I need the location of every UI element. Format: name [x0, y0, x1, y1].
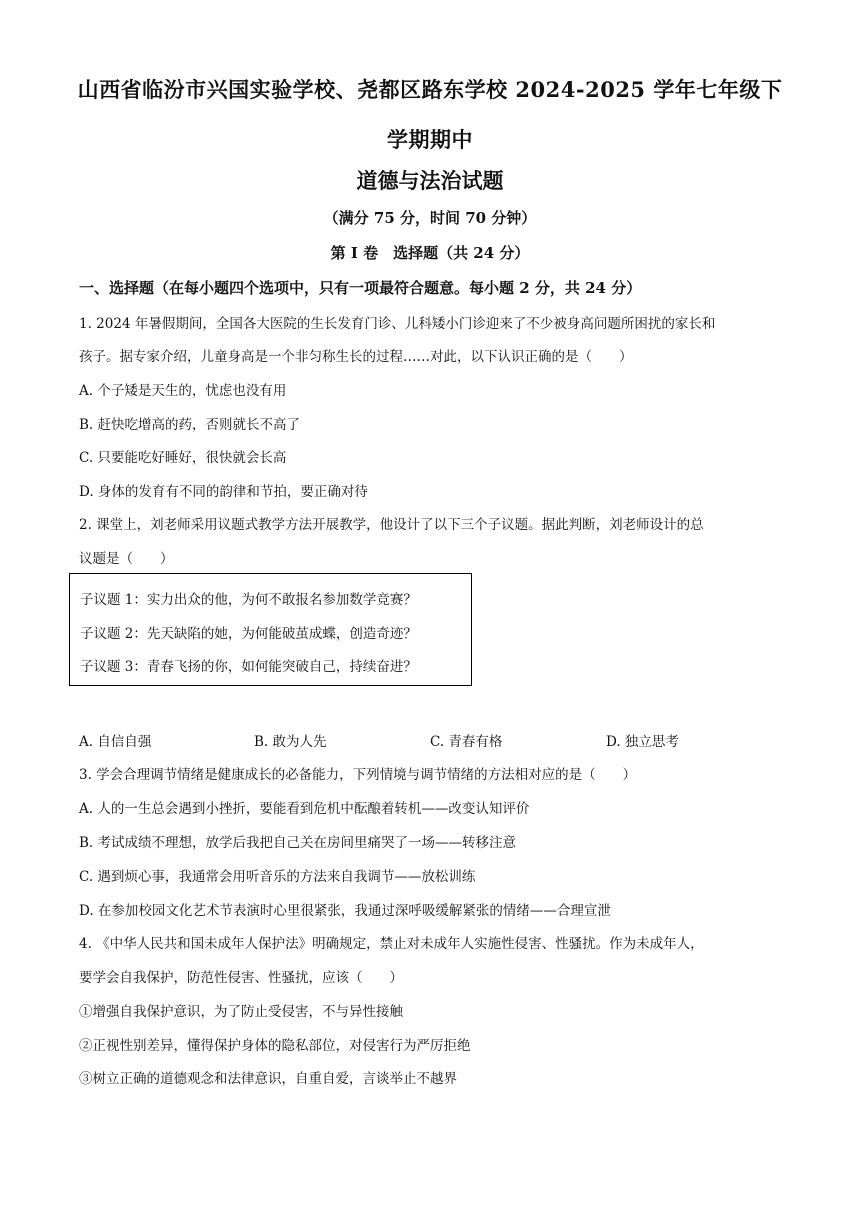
q1-option-a: A. 个子矮是天生的，忧虑也没有用	[79, 383, 287, 399]
subject-title: 道德与法治试题	[356, 168, 504, 193]
q1-option-b: B. 赶快吃增高的药，否则就长不高了	[79, 417, 301, 433]
q3-stem: 3. 学会合理调节情绪是健康成长的必备能力，下列情境与调节情绪的方法相对应的是（ ）	[79, 767, 637, 783]
q1-stem-line-2: 孩子。据专家介绍，儿童身高是一个非匀称生长的过程……对此，以下认识正确的是（ ）	[79, 349, 633, 365]
exam-title-line-1: 山西省临汾市兴国实验学校、尧都区路东学校 2024-2025 学年七年级下	[77, 77, 783, 102]
q2-option-b: B. 敢为人先	[254, 734, 327, 750]
section-heading: 一、选择题（在每小题四个选项中，只有一项最符合题意。每小题 2 分，共 24 分）	[79, 279, 642, 297]
q2-stem-line-1: 2. 课堂上，刘老师采用议题式教学方法开展教学，他设计了以下三个子议题。据此判断，刘老师设计的总	[79, 517, 704, 533]
q2-option-a: A. 自信自强	[79, 734, 152, 750]
q3-option-b: B. 考试成绩不理想，放学后我把自己关在房间里痛哭了一场——转移注意	[79, 835, 517, 851]
sub-topic-3: 子议题 3：青春飞扬的你，如何能突破自己，持续奋进？	[80, 659, 417, 675]
q3-option-a: A. 人的一生总会遇到小挫折，要能看到危机中酝酿着转机——改变认知评价	[79, 801, 530, 817]
q1-option-d: D. 身体的发育有不同的韵律和节拍，要正确对待	[79, 484, 368, 500]
score-time-note: （满分 75 分，时间 70 分钟）	[323, 209, 537, 227]
q4-item-2: ②正视性别差异，懂得保护身体的隐私部位，对侵害行为严厉拒绝	[79, 1038, 471, 1054]
q3-option-d: D. 在参加校园文化艺术节表演时心里很紧张，我通过深呼吸缓解紧张的情绪——合理宣泄	[79, 903, 611, 919]
q1-option-c: C. 只要能吃好睡好，很快就会长高	[79, 450, 287, 466]
q4-item-1: ①增强自我保护意识，为了防止受侵害，不与异性接触	[79, 1004, 403, 1020]
q4-item-3: ③树立正确的道德观念和法律意识，自重自爱，言谈举止不越界	[79, 1071, 457, 1087]
q3-option-c: C. 遇到烦心事，我通常会用听音乐的方法来自我调节——放松训练	[79, 869, 476, 885]
exam-title-line-2: 学期期中	[387, 127, 473, 152]
q1-stem-line-1: 1. 2024 年暑假期间，全国各大医院的生长发育门诊、儿科矮小门诊迎来了不少被身高问题所困扰的家长和	[79, 316, 716, 332]
sub-topics-box	[69, 573, 472, 686]
q2-stem-line-2: 议题是（ ）	[79, 551, 174, 567]
sub-topic-2: 子议题 2：先天缺陷的她，为何能破茧成蝶，创造奇迹？	[80, 626, 417, 642]
q4-stem-line-2: 要学会自我保护，防范性侵害、性骚扰，应该（ ）	[79, 970, 403, 986]
sub-topic-1: 子议题 1：实力出众的他，为何不敢报名参加数学竞赛？	[80, 592, 417, 608]
q2-option-c: C. 青春有格	[430, 734, 503, 750]
volume-heading: 第 I 卷 选择题（共 24 分）	[330, 244, 530, 262]
q4-stem-line-1: 4. 《中华人民共和国未成年人保护法》明确规定，禁止对未成年人实施性侵害、性骚扰。作为未成年人，	[79, 936, 704, 952]
q2-option-d: D. 独立思考	[606, 734, 679, 750]
